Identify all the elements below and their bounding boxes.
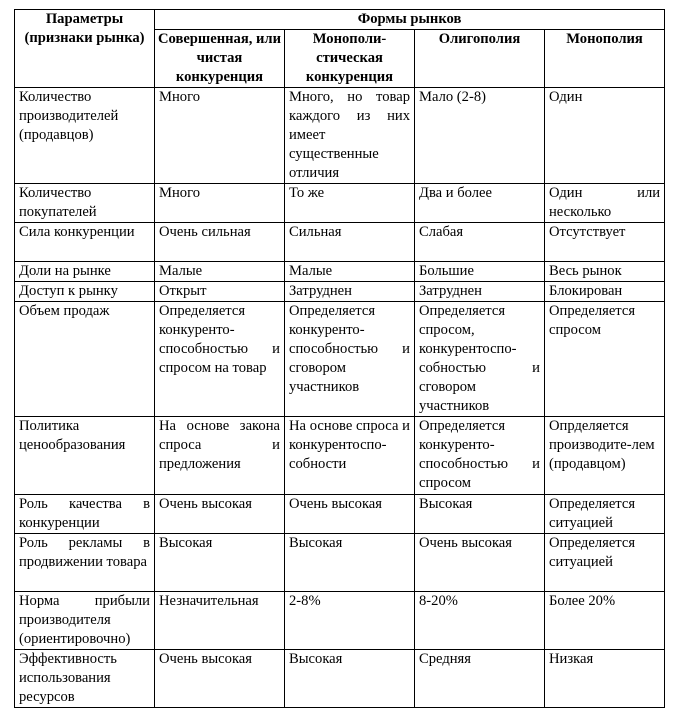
cell-monopoly: Весь рынок <box>545 262 665 282</box>
cell-oligopoly: Определяется конкуренто-способностью и спросом <box>415 417 545 495</box>
cell-perfect-competition: Малые <box>155 262 285 282</box>
row-param: Количество производителей (продавцов) <box>15 88 155 184</box>
cell-oligopoly: 8-20% <box>415 592 545 650</box>
row-param: Роль качества в конкуренции <box>15 495 155 534</box>
market-forms-table <box>14 9 665 708</box>
row-param: Количество покупателей <box>15 184 155 223</box>
cell-monopoly: Более 20% <box>545 592 665 650</box>
cell-perfect-competition: Много <box>155 184 285 223</box>
params-header: Параметры (признаки рынка) <box>15 10 155 88</box>
cell-perfect-competition: Высокая <box>155 534 285 592</box>
table-row <box>15 223 665 262</box>
table-row <box>15 184 665 223</box>
row-param: Объем продаж <box>15 302 155 417</box>
cell-monopolistic-competition: То же <box>285 184 415 223</box>
cell-monopolistic-competition: Много, но товар каждого из них имеет существенные отличия <box>285 88 415 184</box>
cell-monopolistic-competition: Определяется конкуренто-способностью и сговором участников <box>285 302 415 417</box>
cell-monopoly: Один <box>545 88 665 184</box>
cell-oligopoly: Высокая <box>415 495 545 534</box>
table-row <box>15 262 665 282</box>
cell-oligopoly: Мало (2-8) <box>415 88 545 184</box>
table-row <box>15 592 665 650</box>
cell-perfect-competition: Определяется конкуренто-способностью и спросом на товар <box>155 302 285 417</box>
cell-perfect-competition: Много <box>155 88 285 184</box>
cell-oligopoly: Два и более <box>415 184 545 223</box>
cell-oligopoly: Слабая <box>415 223 545 262</box>
table-row <box>15 282 665 302</box>
cell-oligopoly: Большие <box>415 262 545 282</box>
cell-monopolistic-competition: Высокая <box>285 650 415 708</box>
row-param: Эффективность использования ресурсов <box>15 650 155 708</box>
column-header-perfect-competition: Совершенная, или чистая конкуренция <box>155 30 285 88</box>
cell-perfect-competition: Открыт <box>155 282 285 302</box>
row-param: Доступ к рынку <box>15 282 155 302</box>
cell-monopoly: Определяется ситуацией <box>545 534 665 592</box>
row-param: Политика ценообразования <box>15 417 155 495</box>
cell-monopolistic-competition: Очень высокая <box>285 495 415 534</box>
cell-monopolistic-competition: На основе спроса и конкурентоспо-собности <box>285 417 415 495</box>
cell-perfect-competition: Незначительная <box>155 592 285 650</box>
table-row <box>15 534 665 592</box>
cell-monopoly: Определяется спросом <box>545 302 665 417</box>
market-forms-header: Формы рынков <box>155 10 665 30</box>
cell-monopoly: Блокирован <box>545 282 665 302</box>
cell-monopoly: Опрделяется производите-лем (продавцом) <box>545 417 665 495</box>
column-header-oligopoly: Олигополия <box>415 30 545 88</box>
row-param: Доли на рынке <box>15 262 155 282</box>
column-header-monopolistic-competition: Монополи-стическая конкуренция <box>285 30 415 88</box>
table-row <box>15 88 665 184</box>
row-param: Роль рекламы в продвижении товара <box>15 534 155 592</box>
cell-oligopoly: Определяется спросом, конкурентоспо-собностью и сговором участников <box>415 302 545 417</box>
table-row <box>15 417 665 495</box>
table-row <box>15 650 665 708</box>
cell-monopolistic-competition: Высокая <box>285 534 415 592</box>
cell-monopolistic-competition: Малые <box>285 262 415 282</box>
cell-monopolistic-competition: 2-8% <box>285 592 415 650</box>
table-row <box>15 302 665 417</box>
table-row <box>15 495 665 534</box>
cell-monopolistic-competition: Затруднен <box>285 282 415 302</box>
cell-monopoly: Один или несколько <box>545 184 665 223</box>
cell-perfect-competition: Очень сильная <box>155 223 285 262</box>
cell-monopoly: Отсутствует <box>545 223 665 262</box>
row-param: Сила конкуренции <box>15 223 155 262</box>
row-param: Норма прибыли производителя (ориентировочно) <box>15 592 155 650</box>
cell-oligopoly: Очень высокая <box>415 534 545 592</box>
cell-monopoly: Определяется ситуацией <box>545 495 665 534</box>
cell-perfect-competition: Очень высокая <box>155 495 285 534</box>
column-header-monopoly: Монополия <box>545 30 665 88</box>
cell-monopoly: Низкая <box>545 650 665 708</box>
cell-oligopoly: Затруднен <box>415 282 545 302</box>
cell-oligopoly: Средняя <box>415 650 545 708</box>
cell-perfect-competition: Очень высокая <box>155 650 285 708</box>
cell-monopolistic-competition: Сильная <box>285 223 415 262</box>
cell-perfect-competition: На основе закона спроса и предложения <box>155 417 285 495</box>
